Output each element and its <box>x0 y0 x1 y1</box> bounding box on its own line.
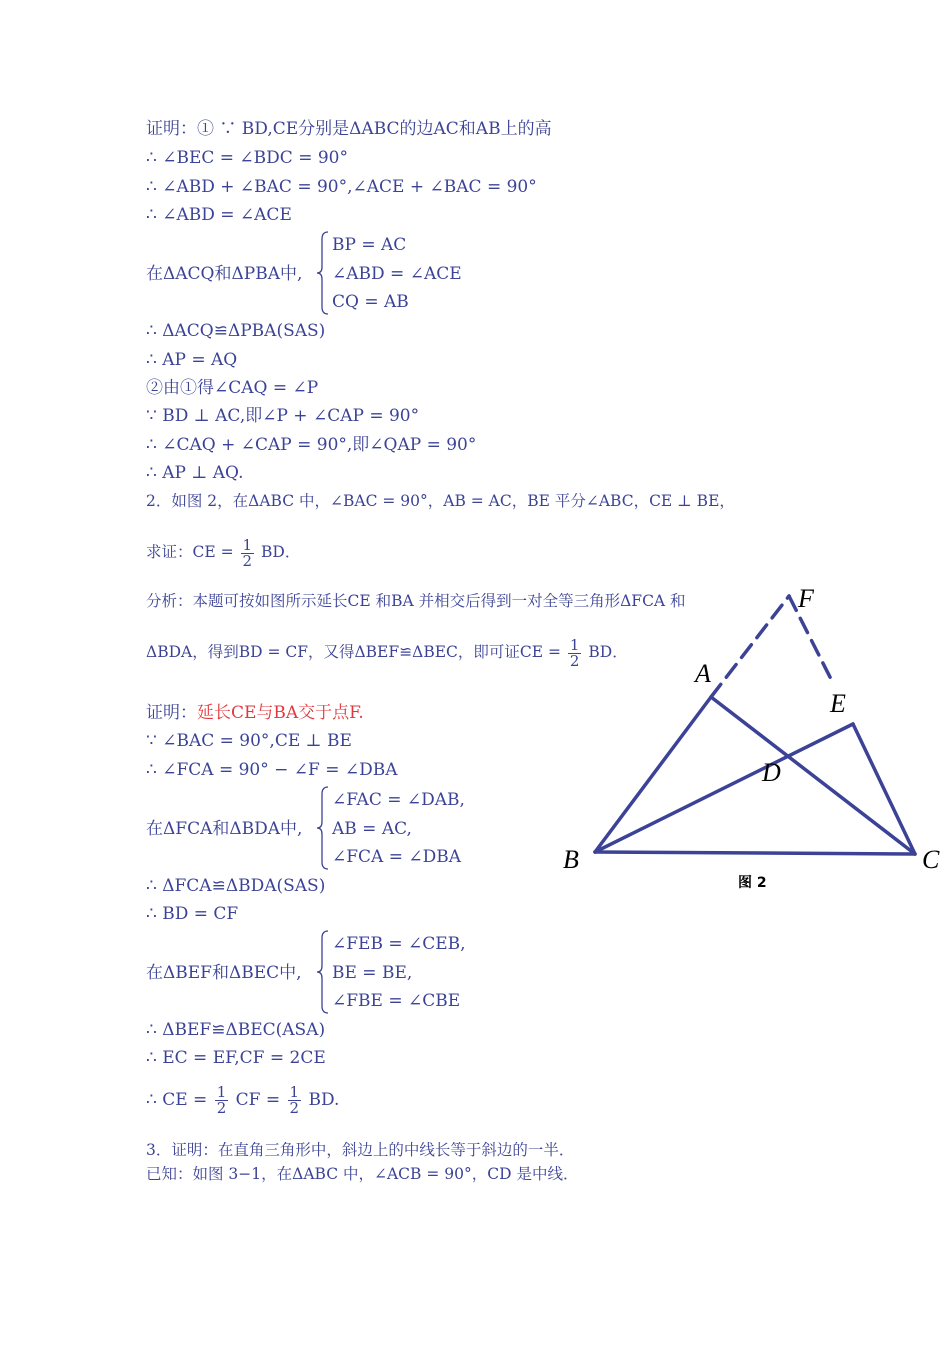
proof2-line-8: ∴ CE = $\frac{1}{2}$ CF = $\frac{1}{2}$ BD. <box>146 1083 340 1117</box>
proof2-line-7: ∴ EC = EF,CF = 2CE <box>146 1048 326 1068</box>
highlighted-step: 延长CE与BA交于点F. <box>197 703 364 723</box>
system-row: BE = BE, <box>332 963 413 983</box>
proof1-line-4: ∴ ∠ABD = ∠ACE <box>146 205 292 225</box>
figure-2-diagram <box>555 585 945 885</box>
analysis-line-1: 分析：本题可按如图所示延长CE 和BA 并相交后得到一对全等三角形ΔFCA 和 <box>146 592 686 610</box>
system-prefix: 在ΔFCA和ΔBDA中, <box>146 819 303 839</box>
system-row: CQ = AB <box>332 292 409 312</box>
point-label-a: A <box>695 659 711 688</box>
left-brace-icon <box>316 786 330 870</box>
left-brace-icon <box>316 930 330 1014</box>
fraction-half: $\frac{1}{2}$ <box>569 635 580 670</box>
proof2-line-4: ∴ ΔFCA≌ΔBDA(SAS) <box>146 876 326 896</box>
proof2-line-3: ∴ ∠FCA = 90° − ∠F = ∠DBA <box>146 760 398 780</box>
point-label-f: F <box>798 585 814 613</box>
system-row: ∠FBE = ∠CBE <box>332 991 461 1011</box>
fraction-half: $\frac{1}{2}$ <box>242 535 253 570</box>
system-row: ∠FCA = ∠DBA <box>332 847 462 867</box>
dashed-segment-af <box>711 596 789 697</box>
proof1-line-5: ∴ ΔACQ≌ΔPBA(SAS) <box>146 321 326 341</box>
left-brace-icon <box>316 231 330 315</box>
proof1-line-1: 证明：① ∵ BD,CE分别是ΔABC的边AC和AB上的高 <box>146 119 552 139</box>
fraction-half: $\frac{1}{2}$ <box>289 1083 300 1117</box>
proof1-line-2: ∴ ∠BEC = ∠BDC = 90° <box>146 148 348 168</box>
system-row: ∠ABD = ∠ACE <box>332 264 462 284</box>
system-row: BP = AC <box>332 235 407 255</box>
proof1-line-10: ∴ AP ⊥ AQ. <box>146 463 244 483</box>
proof1-line-6: ∴ AP = AQ <box>146 350 238 370</box>
system-prefix: 在ΔACQ和ΔPBA中, <box>146 264 303 284</box>
system-prefix: 在ΔBEF和ΔBEC中, <box>146 963 302 983</box>
problem3-line-2: 已知：如图 3−1，在ΔABC 中，∠ACB = 90°，CD 是中线． <box>146 1165 579 1183</box>
proof1-line-7: ②由①得∠CAQ = ∠P <box>146 378 319 398</box>
problem2-statement: 2．如图 2，在ΔABC 中，∠BAC = 90°，AB = AC，BE 平分∠ABC，CE ⊥ BE， <box>146 492 735 510</box>
proof2-line-1: 证明：延长CE与BA交于点F. <box>146 703 364 723</box>
fraction-half: $\frac{1}{2}$ <box>216 1083 227 1117</box>
problem3-line-1: 3．证明：在直角三角形中，斜边上的中线长等于斜边的一半． <box>146 1141 575 1159</box>
proof2-system-2 <box>146 930 486 1014</box>
figure-caption: 图 2 <box>738 875 767 891</box>
segment-ba <box>595 697 711 852</box>
point-label-b: B <box>563 845 579 874</box>
proof1-line-8: ∵ BD ⊥ AC,即∠P + ∠CAP = 90° <box>146 406 420 426</box>
proof2-line-6: ∴ ΔBEF≌ΔBEC(ASA) <box>146 1020 326 1040</box>
point-label-e: E <box>830 689 846 718</box>
proof2-line-2: ∵ ∠BAC = 90°,CE ⊥ BE <box>146 731 352 751</box>
system-row: ∠FEB = ∠CEB, <box>332 934 466 954</box>
system-row: ∠FAC = ∠DAB, <box>332 790 465 810</box>
proof2-line-5: ∴ BD = CF <box>146 904 239 924</box>
segment-bc <box>595 852 915 854</box>
problem2-prove: 求证：CE = $\frac{1}{2}$ BD． <box>146 535 301 570</box>
segment-ac <box>711 697 915 854</box>
analysis-line-2: ΔBDA，得到BD = CF，又得ΔBEF≌ΔBEC，即可证CE = $\frac{1}{2}$ BD． <box>146 635 628 670</box>
proof1-line-3: ∴ ∠ABD + ∠BAC = 90°,∠ACE + ∠BAC = 90° <box>146 177 537 197</box>
proof2-system-1 <box>146 786 486 870</box>
proof1-line-9: ∴ ∠CAQ + ∠CAP = 90°,即∠QAP = 90° <box>146 435 477 455</box>
point-label-c: C <box>922 845 940 874</box>
proof1-system <box>146 231 486 315</box>
point-label-d: D <box>762 758 781 787</box>
system-row: AB = AC, <box>332 819 412 839</box>
segment-ec <box>853 724 915 854</box>
segment-be <box>595 724 853 852</box>
